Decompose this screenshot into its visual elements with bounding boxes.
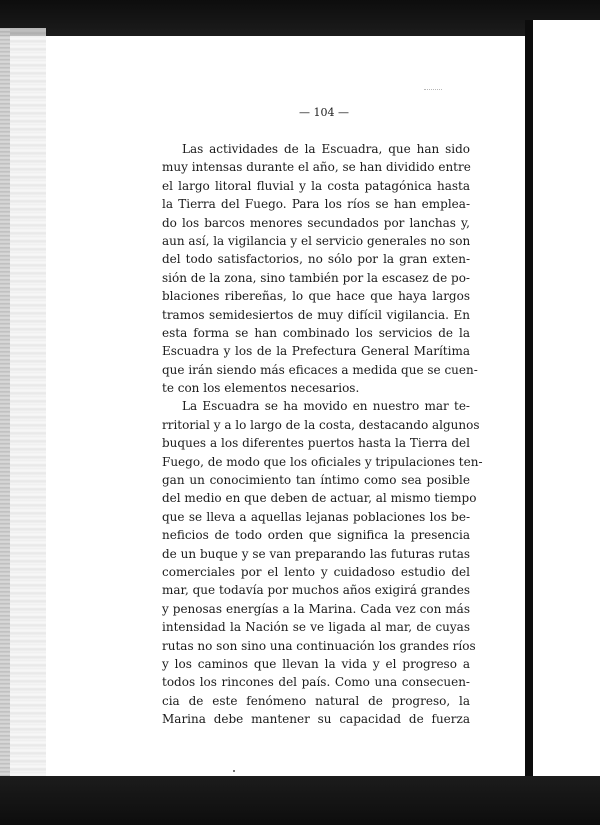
scan-border-left-edge: [0, 28, 10, 788]
scan-border-top: [0, 0, 600, 36]
text-line: Marina debe mantener su capacidad de fuerza: [162, 712, 470, 727]
text-line: intensidad la Nación se ve ligada al mar, de cuyas: [162, 620, 470, 635]
text-line: muy intensas durante el año, se han dividido entre: [162, 160, 471, 175]
text-line: del medio en que deben de actuar, al mismo tiempo: [162, 491, 477, 506]
scan-margin-right: [533, 20, 600, 790]
scan-border-bottom: [0, 776, 600, 825]
page-edge-right: [525, 20, 533, 790]
text-line: mar, que todavía por muchos años exigirá grandes: [162, 583, 470, 598]
text-line: comerciales por el lento y cuidadoso estudio del: [162, 564, 470, 579]
text-line: aun así, la vigilancia y el servicio generales no son: [162, 233, 471, 248]
text-line: que irán siendo más eficaces a medida que se cuen-: [162, 362, 478, 377]
page-number: — 104 —: [299, 106, 349, 119]
text-line: Escuadra y los de la Prefectura General Marítima: [162, 344, 470, 359]
scan-speck: [233, 770, 235, 772]
text-line: gan un conocimiento tan íntimo como sea posible: [162, 473, 470, 488]
text-line: rutas no son sino una continuación los grandes ríos: [162, 638, 476, 653]
text-line: y los caminos que llevan la vida y el progreso a: [162, 656, 470, 671]
text-line: buques a los diferentes puertos hasta la Tierra del: [162, 436, 470, 451]
text-line: sión de la zona, sino también por la escasez de po-: [162, 270, 470, 285]
text-line: y penosas energías a la Marina. Cada vez con más: [162, 601, 470, 616]
text-line: Las actividades de la Escuadra, que han sido: [182, 142, 470, 156]
body-text: [162, 140, 483, 729]
text-line: cia de este fenómeno natural de progreso, la: [162, 693, 470, 708]
text-line: blaciones ribereñas, lo que hace que haya largos: [162, 289, 470, 304]
text-line: que se lleva a aquellas lejanas poblaciones los be-: [162, 509, 470, 524]
text-line: del todo satisfactorios, no sólo por la gran exten-: [162, 252, 470, 267]
text-line: La Escuadra se ha movido en nuestro mar te-: [182, 399, 470, 414]
text-line: rritorial y a lo largo de la costa, destacando algunos: [162, 417, 480, 432]
text-line: tramos semidesiertos de muy difícil vigilancia. En: [162, 307, 470, 322]
scan-specks: [424, 89, 442, 94]
text-line: Fuego, de modo que los oficiales y tripulaciones ten-: [162, 454, 483, 469]
text-line: esta forma se han combinado los servicios de la: [162, 325, 470, 340]
text-line: de un buque y se van preparando las futuras rutas: [162, 546, 470, 561]
text-line: todos los rincones del país. Como una consecuen-: [162, 675, 470, 690]
text-line: te con los elementos necesarios.: [162, 381, 360, 396]
text-line: la Tierra del Fuego. Para los ríos se han emplea-: [162, 197, 470, 212]
text-line: neficios de todo orden que significa la presencia: [162, 528, 470, 543]
text-line: do los barcos menores secundados por lanchas y,: [162, 215, 470, 230]
text-line: el largo litoral fluvial y la costa patagónica hasta: [162, 178, 470, 193]
